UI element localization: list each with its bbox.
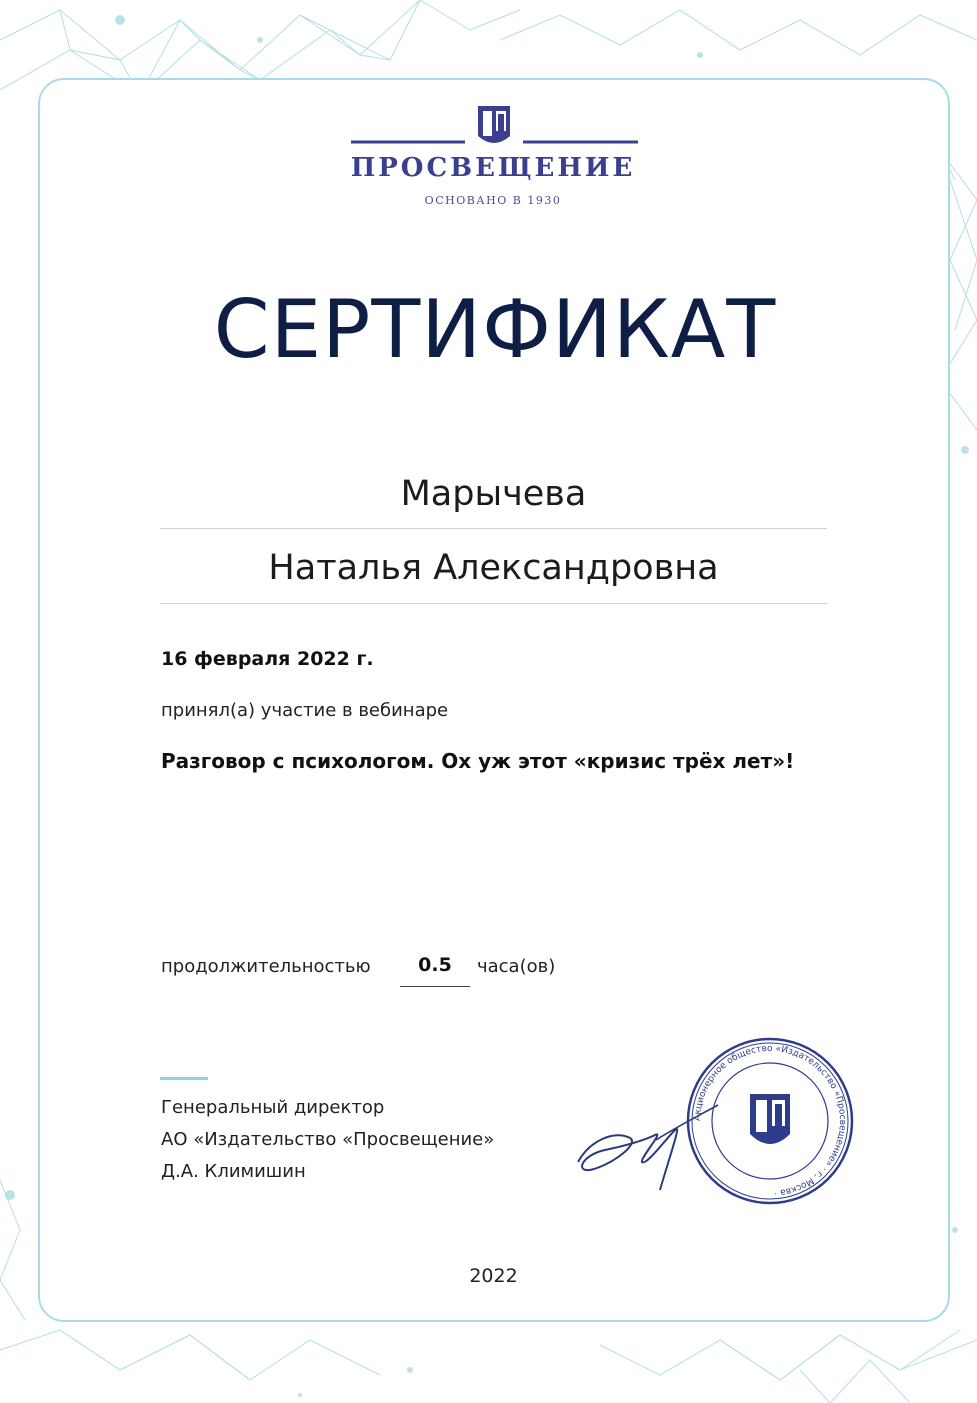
footer-year: 2022 [469,1265,518,1287]
accent-line [160,1077,208,1080]
brand-name: ПРОСВЕЩЕНИЕ [350,153,636,183]
seal-text: Акционерное общество «Издательство «Просвещение» · г. Москва · [692,1043,848,1198]
signatory-name: Д.А. Климишин [161,1161,306,1182]
webinar-title: Разговор с психологом. Ох уж этот «кризис трёх лет»! [161,749,795,773]
certificate-title: СЕРТИФИКАТ [213,283,777,376]
signatory-organization: АО «Издательство «Просвещение» [161,1129,495,1150]
company-seal-icon [680,1036,860,1206]
participation-text: принял(а) участие в вебинаре [161,700,449,721]
duration-label: продолжительностью [161,956,371,977]
founded-year: ОСНОВАНО В 1930 [424,194,562,207]
recipient-surname: Марычева [400,474,587,514]
recipient-given-names: Наталья Александровна [268,548,719,588]
divider [160,603,827,604]
duration-value: 0.5 [400,954,470,987]
divider [160,528,827,529]
duration-unit: часа(ов) [477,956,556,977]
signatory-position: Генеральный директор [161,1097,385,1118]
event-date: 16 февраля 2022 г. [161,648,374,670]
